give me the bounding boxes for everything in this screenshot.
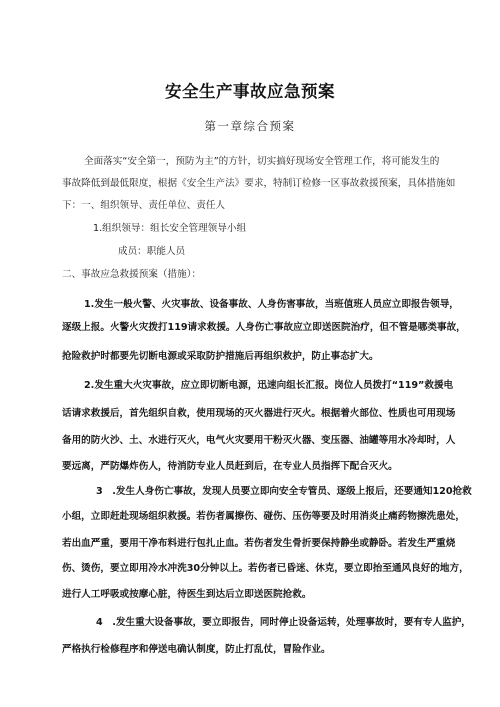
paragraph-line: 若出血严重，要用干净布料进行包扎止血。若伤者发生骨折要保持静坐或静卧。若发生严重烧 xyxy=(62,538,456,549)
document-title: 安全生产事故应急预案 xyxy=(165,82,335,101)
paragraph-line: 1.发生一般火警、火灾事故、设备事故、人身伤害事故，当班值班人员应立即报告领导， xyxy=(84,299,459,310)
paragraph-line: 3 .发生人身伤亡事故，发现人员要立即向安全专管员、逐级上报后，还要通知120抢救 xyxy=(96,486,472,497)
paragraph-line: 1.组织领导：组长安全管理领导小组 xyxy=(93,223,247,234)
paragraph-line: 小组，立即赶赴现场组织救援。若伤者属擦伤、碰伤、压伤等要及时用消炎止痛药物擦洗患处， xyxy=(62,511,465,522)
paragraph-line: 4 .发生重大设备事故，要立即报告，同时停止设备运转，处理事故时，要有专人监护， xyxy=(96,617,471,628)
paragraph-line: 要远离，严防爆炸伤人，待消防专业人员赶到后，在专业人员指挥下配合灭火。 xyxy=(62,461,398,472)
paragraph-line: 成员：职能人员 xyxy=(118,246,186,257)
section-heading: 二、事故应急救援预案（措施）： xyxy=(62,269,202,280)
paragraph-line: 备用的防火沙、土、水进行灭火，电气火灾要用干粉灭火器、变压器、油罐等用水冷却时，人 xyxy=(62,435,456,446)
paragraph-line: 抢险救护时都要先切断电源或采取防护措施后再组织救护，防止事态扩大。 xyxy=(62,351,379,362)
paragraph-line: 全面落实“安全第一，预防为主”的方针，切实搞好现场安全管理工作，将可能发生的 xyxy=(84,156,440,167)
chapter-heading: 第一章综合预案 xyxy=(204,119,296,133)
paragraph-line: 伤、烫伤，要立即用冷水冲洗30分钟以上。若伤者已昏迷、休克，要立即抬至通风良好的地方， xyxy=(62,563,469,574)
paragraph-line: 2.发生重大火灾事故，应立即切断电源，迅速向组长汇报。岗位人员拨打“119”救援电 xyxy=(84,380,454,391)
paragraph-line: 逐级上报。火警火灾拨打119请求救援。人身伤亡事故应立即送医院治疗，但不管是哪类事故， xyxy=(62,322,466,333)
paragraph-line: 下：一、组织领导、责任单位、责任人 xyxy=(62,200,226,211)
paragraph-line: 事故降低到最低限度，根据《安全生产法》要求，特制订检修一区事故救援预案，具体措施如 xyxy=(62,178,456,189)
paragraph-line: 话请求救援后，首先组织自救，使用现场的灭火器进行灭火。根据着火部位、性质也可用现场 xyxy=(62,408,456,419)
paragraph-line: 严格执行检修程序和停送电确认制度，防止打乱仗，冒险作业。 xyxy=(62,644,331,655)
paragraph-line: 进行人工呼吸或按摩心脏，待医生到达后立即送医院抢救。 xyxy=(62,589,312,600)
